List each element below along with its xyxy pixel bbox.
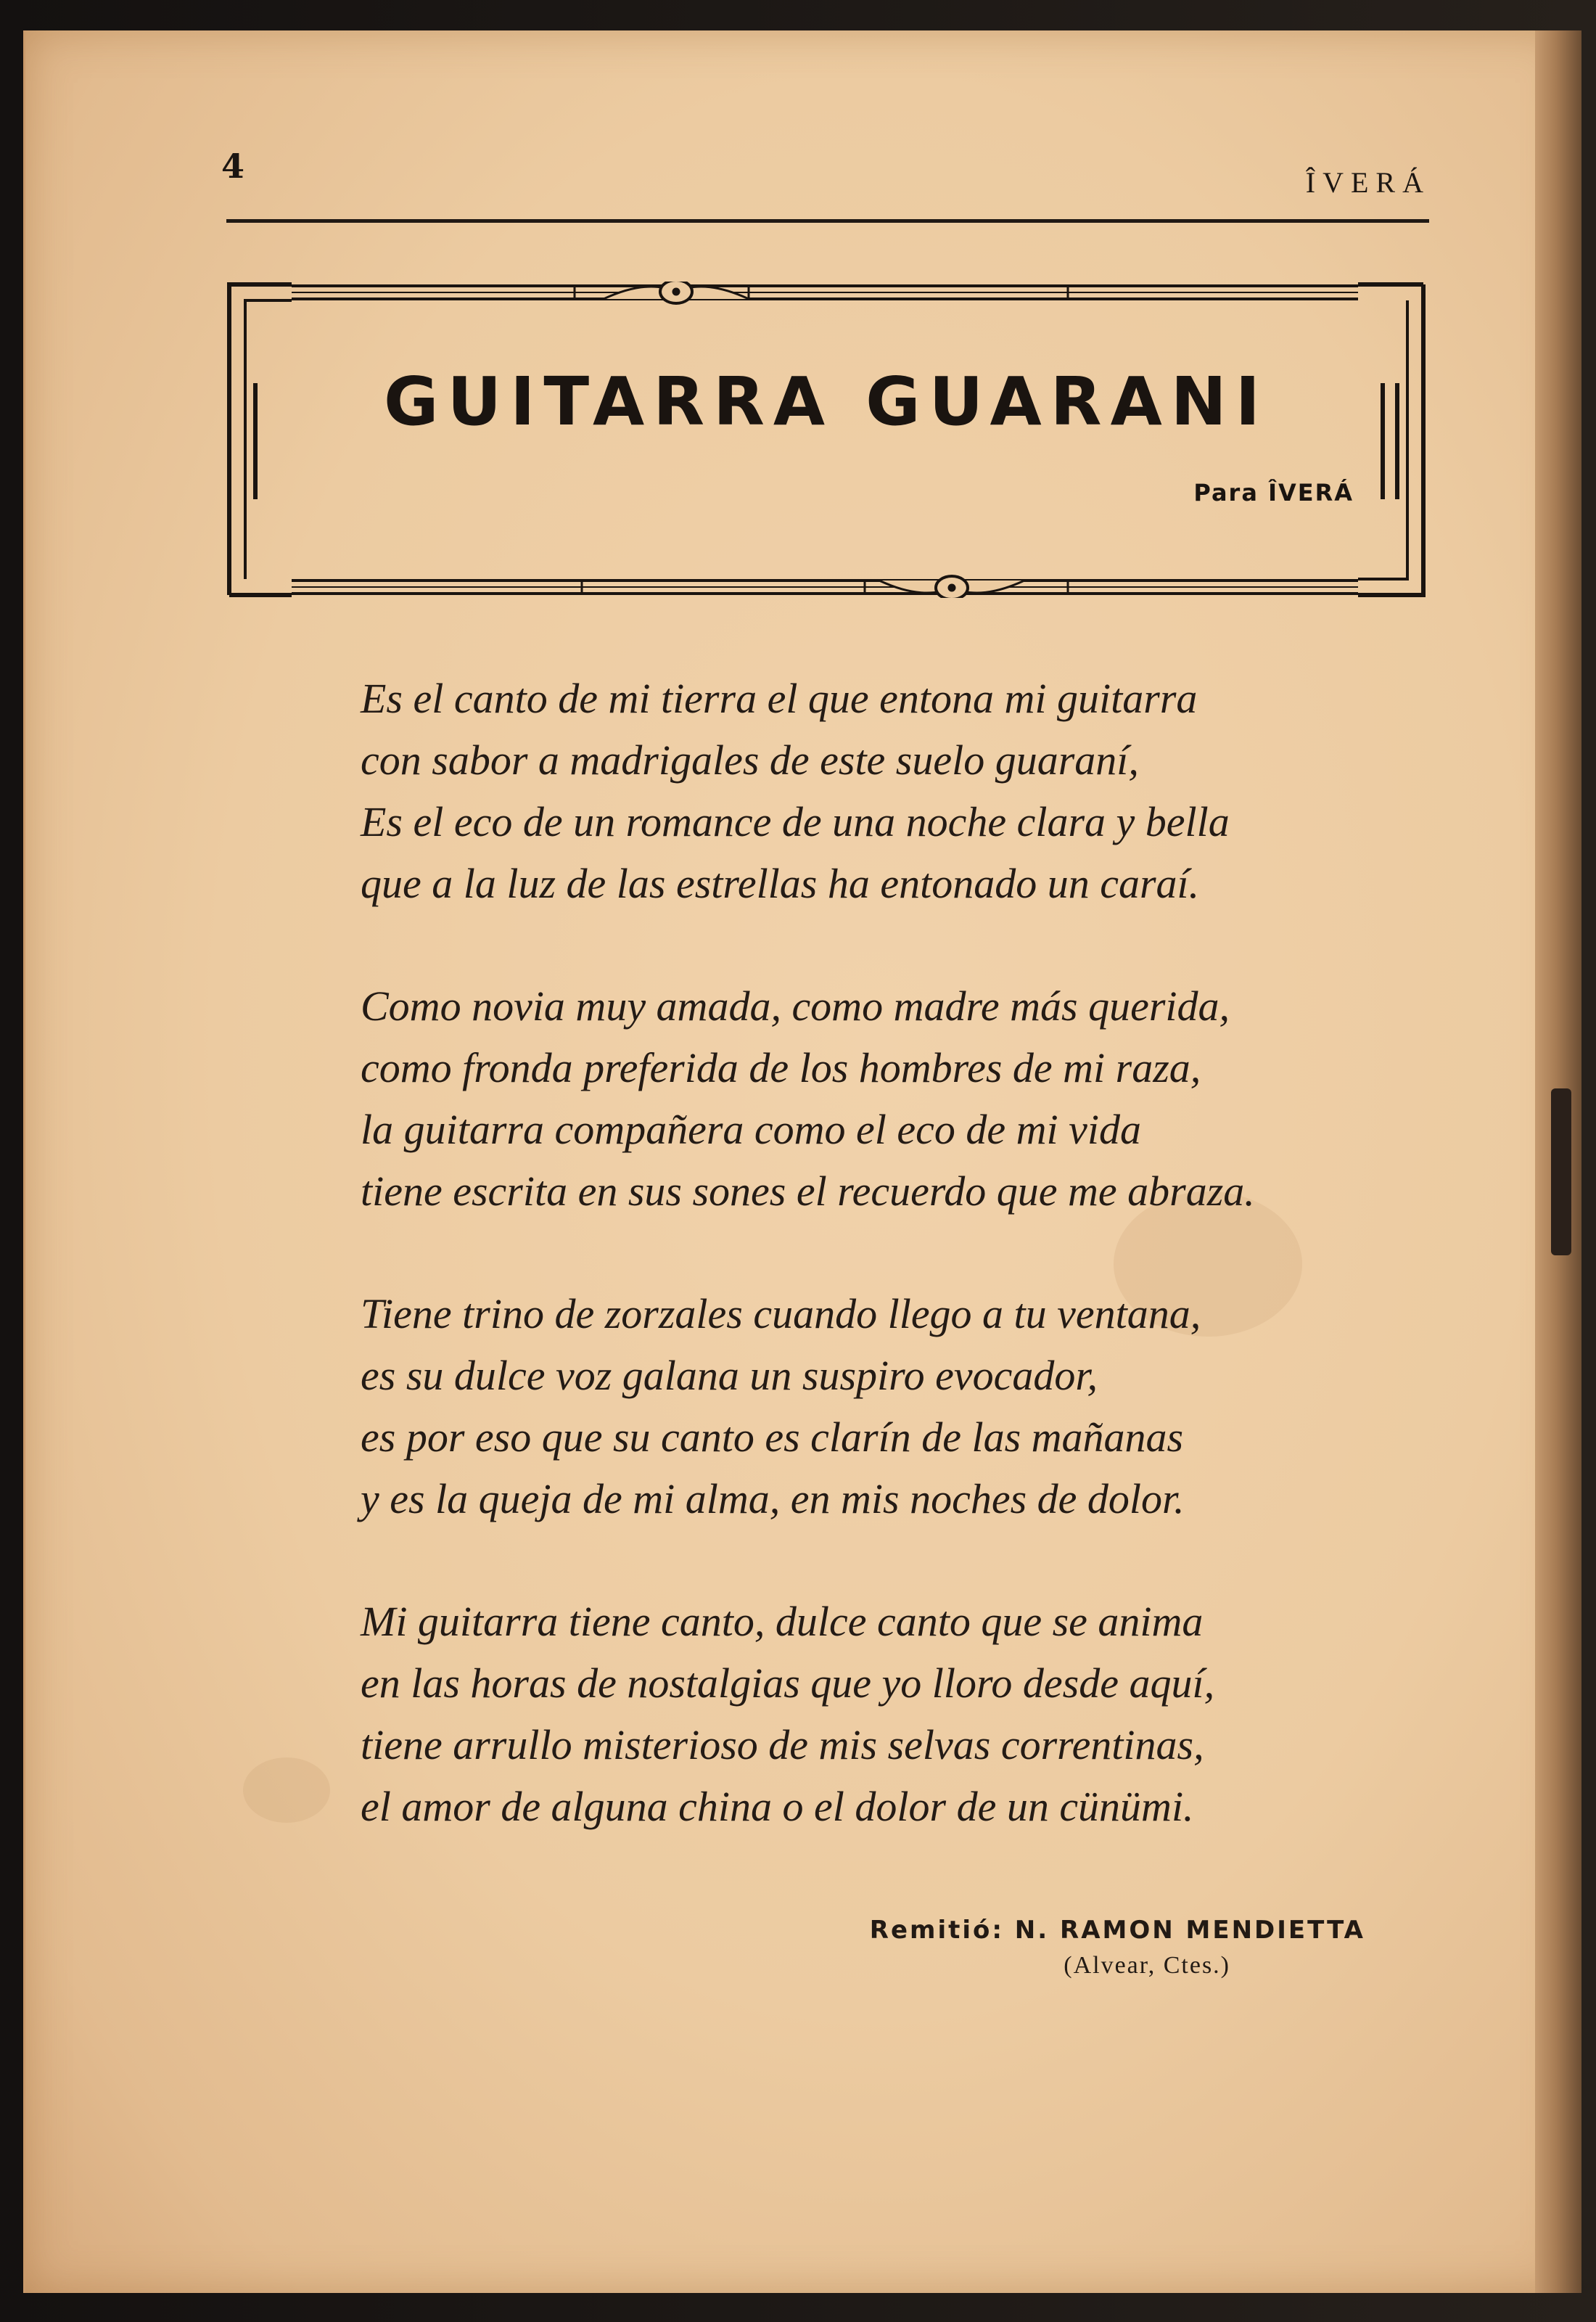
verse: Es el canto de mi tierra el que entona mi guitarra	[361, 675, 1198, 722]
verse: en las horas de nostalgias que yo lloro desde aquí,	[361, 1660, 1215, 1707]
signature-block	[870, 1916, 1365, 1980]
page-number: 4	[221, 147, 245, 186]
verse: con sabor a madrigales de este suelo guaraní,	[361, 737, 1139, 784]
verse: como fronda preferida de los hombres de mi raza,	[361, 1044, 1201, 1091]
verse: Mi guitarra tiene canto, dulce canto que se anima	[361, 1598, 1204, 1645]
header-rule	[226, 219, 1429, 223]
stanza-2	[361, 975, 1376, 1222]
verse: Como novia muy amada, como madre más querida,	[361, 982, 1230, 1030]
sender-place: (Alvear, Ctes.)	[1064, 1952, 1230, 1979]
verse: Es el eco de un romance de una noche clara y bella	[361, 798, 1230, 845]
title-frame	[226, 282, 1426, 598]
verse: es su dulce voz galana un suspiro evocador,	[361, 1352, 1098, 1399]
verse: que a la luz de las estrellas ha entonado un caraí.	[361, 860, 1200, 907]
verse: la guitarra compañera como el eco de mi vida	[361, 1106, 1142, 1153]
article-title: GUITARRA GUARANI	[383, 363, 1270, 440]
verse: y es la queja de mi alma, en mis noches de dolor.	[361, 1475, 1185, 1522]
stanza-3	[361, 1283, 1376, 1530]
binding-tape	[1551, 1088, 1571, 1255]
verse: tiene arrullo misterioso de mis selvas correntinas,	[361, 1721, 1204, 1768]
running-title: ÎVERÁ	[1305, 166, 1431, 199]
dedication: Para ÎVERÁ	[1193, 479, 1354, 506]
poem	[361, 668, 1376, 1898]
stanza-1	[361, 668, 1376, 914]
verse: tiene escrita en sus sones el recuerdo que me abraza.	[361, 1168, 1255, 1215]
sender-line: Remitió: N. RAMON MENDIETTA	[869, 1916, 1365, 1945]
verse: el amor de alguna china o el dolor de un cünümi.	[361, 1783, 1194, 1830]
paper-stain	[243, 1757, 330, 1823]
verse: es por eso que su canto es clarín de las mañanas	[361, 1414, 1184, 1461]
verse: Tiene trino de zorzales cuando llego a tu ventana,	[361, 1290, 1201, 1337]
stanza-4	[361, 1591, 1376, 1837]
